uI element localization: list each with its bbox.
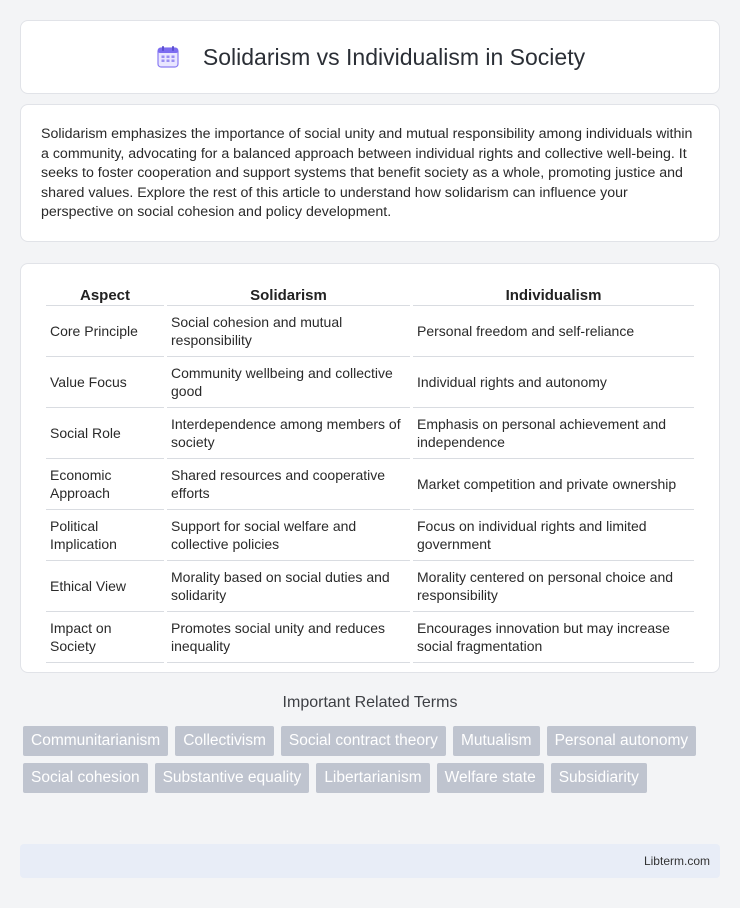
- page-title: Solidarism vs Individualism in Society: [202, 43, 586, 70]
- related-term-tag[interactable]: Libertarianism: [316, 763, 429, 793]
- table-row: [46, 561, 694, 612]
- solidarism-cell: Shared resources and cooperative efforts: [167, 459, 410, 510]
- intro-paragraph: Solidarism emphasizes the importance of social unity and mutual responsibility among individuals within a community, advocating for a balanced approach between individual rights and collective well-being. It seeks to foster cooperation and support systems that benefit society as a whole, promoting justice and shared values. Explore the rest of this article to understand how solidarism can influence your perspective on social cohesion and policy development.: [41, 126, 693, 221]
- individualism-cell: Morality centered on personal choice and responsibility: [413, 561, 694, 612]
- table-header-row: [46, 284, 694, 306]
- table-row: [46, 408, 694, 459]
- related-term-tag[interactable]: Communitarianism: [23, 726, 168, 756]
- related-terms-list: [23, 726, 723, 800]
- table-row: [46, 612, 694, 663]
- related-term-tag[interactable]: Welfare state: [437, 763, 544, 793]
- comparison-card: [20, 263, 720, 673]
- column-header-aspect: Aspect: [46, 284, 164, 306]
- solidarism-cell: Support for social welfare and collective policies: [167, 510, 410, 561]
- intro-card: [20, 104, 720, 242]
- related-term-tag[interactable]: Social contract theory: [281, 726, 446, 756]
- title-card: [20, 20, 720, 94]
- individualism-cell: Encourages innovation but may increase social fragmentation: [413, 612, 694, 663]
- aspect-cell: Economic Approach: [46, 459, 164, 510]
- related-term-tag[interactable]: Personal autonomy: [547, 726, 697, 756]
- table-row: [46, 306, 694, 357]
- footer: [20, 844, 720, 878]
- solidarism-cell: Interdependence among members of society: [167, 408, 410, 459]
- related-term-tag[interactable]: Substantive equality: [155, 763, 310, 793]
- related-term-tag[interactable]: Mutualism: [453, 726, 540, 756]
- aspect-cell: Core Principle: [46, 306, 164, 357]
- solidarism-cell: Social cohesion and mutual responsibility: [167, 306, 410, 357]
- column-header-individualism: Individualism: [413, 284, 694, 306]
- solidarism-cell: Promotes social unity and reduces inequality: [167, 612, 410, 663]
- related-terms-heading: Important Related Terms: [282, 694, 458, 711]
- individualism-cell: Emphasis on personal achievement and independence: [413, 408, 694, 459]
- individualism-cell: Market competition and private ownership: [413, 459, 694, 510]
- aspect-cell: Value Focus: [46, 357, 164, 408]
- table-row: [46, 510, 694, 561]
- individualism-cell: Focus on individual rights and limited government: [413, 510, 694, 561]
- related-term-tag[interactable]: Collectivism: [175, 726, 274, 756]
- aspect-cell: Political Implication: [46, 510, 164, 561]
- aspect-cell: Impact on Society: [46, 612, 164, 663]
- calendar-icon: [155, 44, 181, 70]
- related-term-tag[interactable]: Subsidiarity: [551, 763, 647, 793]
- table-row: [46, 357, 694, 408]
- individualism-cell: Individual rights and autonomy: [413, 357, 694, 408]
- column-header-solidarism: Solidarism: [167, 284, 410, 306]
- table-row: [46, 459, 694, 510]
- aspect-cell: Social Role: [46, 408, 164, 459]
- related-term-tag[interactable]: Social cohesion: [23, 763, 148, 793]
- individualism-cell: Personal freedom and self-reliance: [413, 306, 694, 357]
- footer-site-link[interactable]: Libterm.com: [643, 854, 710, 868]
- aspect-cell: Ethical View: [46, 561, 164, 612]
- solidarism-cell: Morality based on social duties and solidarity: [167, 561, 410, 612]
- comparison-table: [43, 284, 697, 663]
- solidarism-cell: Community wellbeing and collective good: [167, 357, 410, 408]
